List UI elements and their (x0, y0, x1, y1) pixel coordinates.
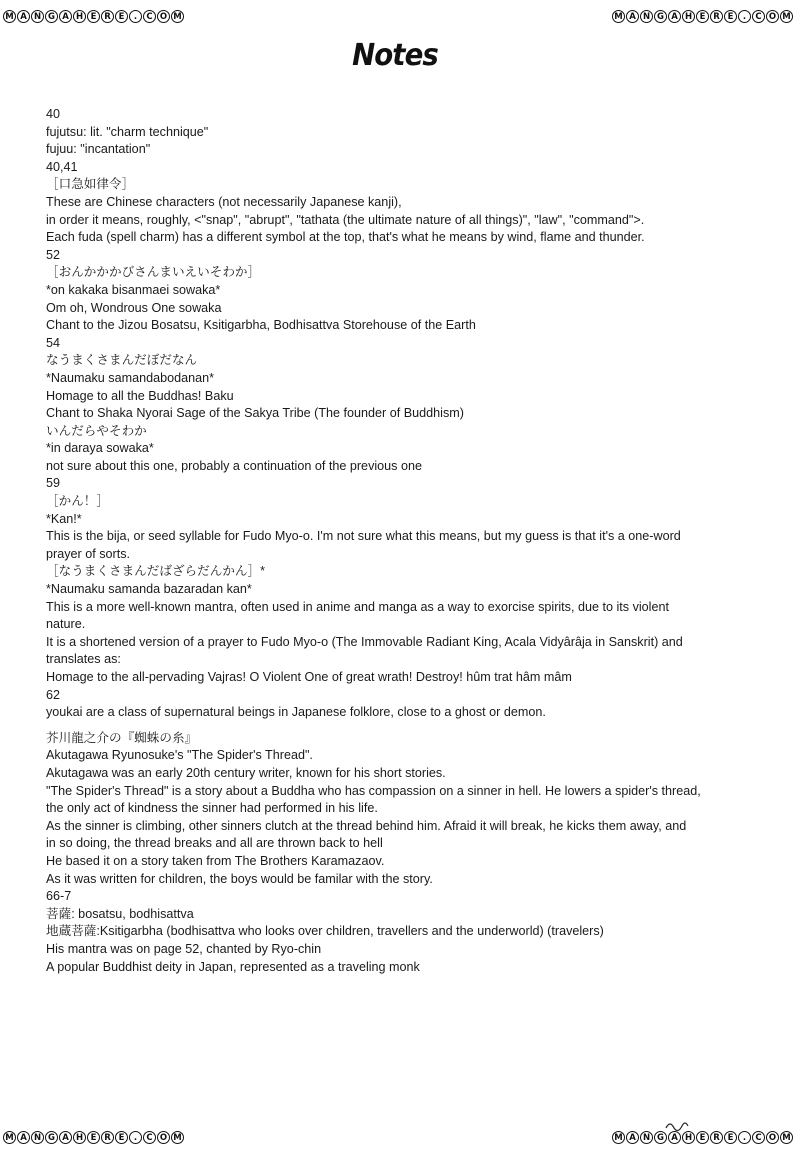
watermark-letter: G (45, 10, 58, 23)
note-line: *in daraya sowaka* (46, 441, 154, 456)
watermark-bottom-left (3, 1131, 184, 1144)
watermark-letter: H (73, 10, 86, 23)
watermark-letter: C (752, 1131, 765, 1144)
watermark-bottom-right (612, 1131, 793, 1144)
watermark-letter: . (738, 1131, 751, 1144)
watermark-letter: O (157, 1131, 170, 1144)
notes-body (46, 106, 746, 976)
note-line: 54 (46, 335, 61, 350)
watermark-letter: . (129, 10, 142, 23)
watermark-letter: O (157, 10, 170, 23)
watermark-letter: M (3, 10, 16, 23)
note-line: the only act of kindness the sinner had performed in his life. (46, 801, 378, 816)
note-line: 菩薩: bosatsu, bodhisattva (46, 906, 194, 921)
note-line: This is the bija, or seed syllable for Fudo Myo-o. I'm not sure what this means, but my guess is that it's a one-word (46, 529, 681, 544)
doodle-mark (664, 1118, 694, 1132)
watermark-letter: A (59, 1131, 72, 1144)
watermark-letter: A (668, 10, 681, 23)
note-line: 59 (46, 476, 61, 491)
watermark-letter: G (654, 10, 667, 23)
note-line: ［かん！］ (46, 494, 109, 509)
note-line: Homage to all the Buddhas! Baku (46, 388, 234, 403)
section-gap (46, 722, 746, 730)
note-line: *on kakaka bisanmaei sowaka* (46, 282, 221, 297)
watermark-letter: A (17, 1131, 30, 1144)
watermark-letter: E (87, 10, 100, 23)
note-line: These are Chinese characters (not necessarily Japanese kanji), (46, 194, 402, 209)
watermark-letter: G (654, 1131, 667, 1144)
note-line: *Kan!* (46, 511, 82, 526)
note-line: youkai are a class of supernatural beings in Japanese folklore, close to a ghost or demon. (46, 705, 546, 720)
note-line: Homage to the all-pervading Vajras! O Violent One of great wrath! Destroy! hûm trat hâm mâm (46, 670, 572, 684)
watermark-letter: E (696, 10, 709, 23)
note-line: As it was written for children, the boys would be familar with the story. (46, 871, 433, 886)
note-line: いんだらやそわか (46, 423, 147, 438)
watermark-top-left (3, 10, 184, 23)
watermark-letter: H (682, 1131, 695, 1144)
watermark-letter: C (143, 1131, 156, 1144)
watermark-letter: E (724, 10, 737, 23)
note-line: He based it on a story taken from The Brothers Karamazaov. (46, 853, 385, 868)
note-line: As the sinner is climbing, other sinners clutch at the thread behind him. Afraid it will break, he kicks them away, and (46, 818, 687, 833)
note-line: His mantra was on page 52, chanted by Ryo-chin (46, 941, 322, 956)
watermark-letter: E (115, 10, 128, 23)
watermark-letter: R (710, 1131, 723, 1144)
note-line: Each fuda (spell charm) has a different symbol at the top, that's what he means by wind, flame and thunder. (46, 230, 645, 245)
note-line: Chant to Shaka Nyorai Sage of the Sakya Tribe (The founder of Buddhism) (46, 406, 464, 421)
watermark-letter: G (45, 1131, 58, 1144)
watermark-letter: M (171, 1131, 184, 1144)
note-line: ［口急如律令］ (46, 177, 135, 192)
watermark-letter: H (682, 10, 695, 23)
watermark-letter: M (612, 1131, 625, 1144)
note-line: prayer of sorts. (46, 546, 130, 561)
watermark-letter: E (724, 1131, 737, 1144)
watermark-letter: A (668, 1131, 681, 1144)
note-line: 62 (46, 687, 61, 702)
watermark-letter: A (626, 10, 639, 23)
note-line: "The Spider's Thread" is a story about a Buddha who has compassion on a sinner in hell. He lowers a spider's thread, (46, 783, 701, 798)
watermark-letter: N (31, 10, 44, 23)
watermark-letter: N (640, 10, 653, 23)
watermark-letter: C (752, 10, 765, 23)
note-line: nature. (46, 617, 86, 632)
note-line: Akutagawa was an early 20th century writer, known for his short stories. (46, 765, 446, 780)
note-line: Chant to the Jizou Bosatsu, Ksitigarbha, Bodhisattva Storehouse of the Earth (46, 318, 476, 333)
note-line: Akutagawa Ryunosuke's "The Spider's Thread". (46, 748, 313, 763)
note-line: fujuu: "incantation" (46, 142, 151, 157)
watermark-letter: A (17, 10, 30, 23)
note-line: ［おんかかかびさんまいえいそわか］ (46, 265, 261, 280)
watermark-letter: O (766, 10, 779, 23)
note-line: なうまくさまんだぼだなん (46, 353, 198, 368)
watermark-letter: H (73, 1131, 86, 1144)
note-line: 芥川龍之介の『蜘蛛の糸』 (46, 730, 198, 745)
note-line: Om oh, Wondrous One sowaka (46, 300, 222, 315)
watermark-letter: . (738, 10, 751, 23)
watermark-letter: M (780, 10, 793, 23)
watermark-letter: R (101, 1131, 114, 1144)
watermark-letter: E (87, 1131, 100, 1144)
note-line: in order it means, roughly, <"snap", "abrupt", "tathata (the ultimate nature of all things)", "law", "command">. (46, 212, 645, 227)
notes-section-1 (46, 106, 746, 722)
watermark-letter: M (780, 1131, 793, 1144)
page-title: Notes (352, 38, 438, 73)
watermark-letter: C (143, 10, 156, 23)
note-line: 40 (46, 107, 61, 121)
note-line: *Naumaku samanda bazaradan kan* (46, 582, 252, 597)
watermark-letter: A (626, 1131, 639, 1144)
watermark-letter: E (115, 1131, 128, 1144)
watermark-letter: O (766, 1131, 779, 1144)
watermark-letter: E (696, 1131, 709, 1144)
note-line: 52 (46, 247, 61, 262)
watermark-letter: A (59, 10, 72, 23)
watermark-letter: N (640, 1131, 653, 1144)
watermark-letter: . (129, 1131, 142, 1144)
watermark-letter: R (710, 10, 723, 23)
note-line: This is a more well-known mantra, often used in anime and manga as a way to exorcise spirits, due to its violent (46, 599, 669, 614)
note-line: ［なうまくさまんだばざらだんかん］* (46, 564, 265, 579)
watermark-letter: N (31, 1131, 44, 1144)
note-line: It is a shortened version of a prayer to Fudo Myo-o (The Immovable Radiant King, Acala Vidyârâja in Sanskrit) and (46, 634, 683, 649)
watermark-letter: M (171, 10, 184, 23)
watermark-letter: M (3, 1131, 16, 1144)
note-line: fujutsu: lit. "charm technique" (46, 124, 209, 139)
note-line: 66-7 (46, 889, 72, 904)
watermark-letter: M (612, 10, 625, 23)
note-line: 地蔵菩薩:Ksitigarbha (bodhisattva who looks over children, travellers and the underworld) (travelers) (46, 924, 604, 939)
note-line: in so doing, the thread breaks and all are thrown back to hell (46, 836, 383, 851)
watermark-letter: R (101, 10, 114, 23)
watermark-top-right (612, 10, 793, 23)
note-line: A popular Buddhist deity in Japan, represented as a traveling monk (46, 959, 420, 974)
note-line: *Naumaku samandabodanan* (46, 370, 215, 385)
note-line: not sure about this one, probably a continuation of the previous one (46, 458, 422, 473)
note-line: translates as: (46, 652, 121, 667)
notes-section-2 (46, 730, 746, 976)
note-line: 40,41 (46, 159, 78, 174)
